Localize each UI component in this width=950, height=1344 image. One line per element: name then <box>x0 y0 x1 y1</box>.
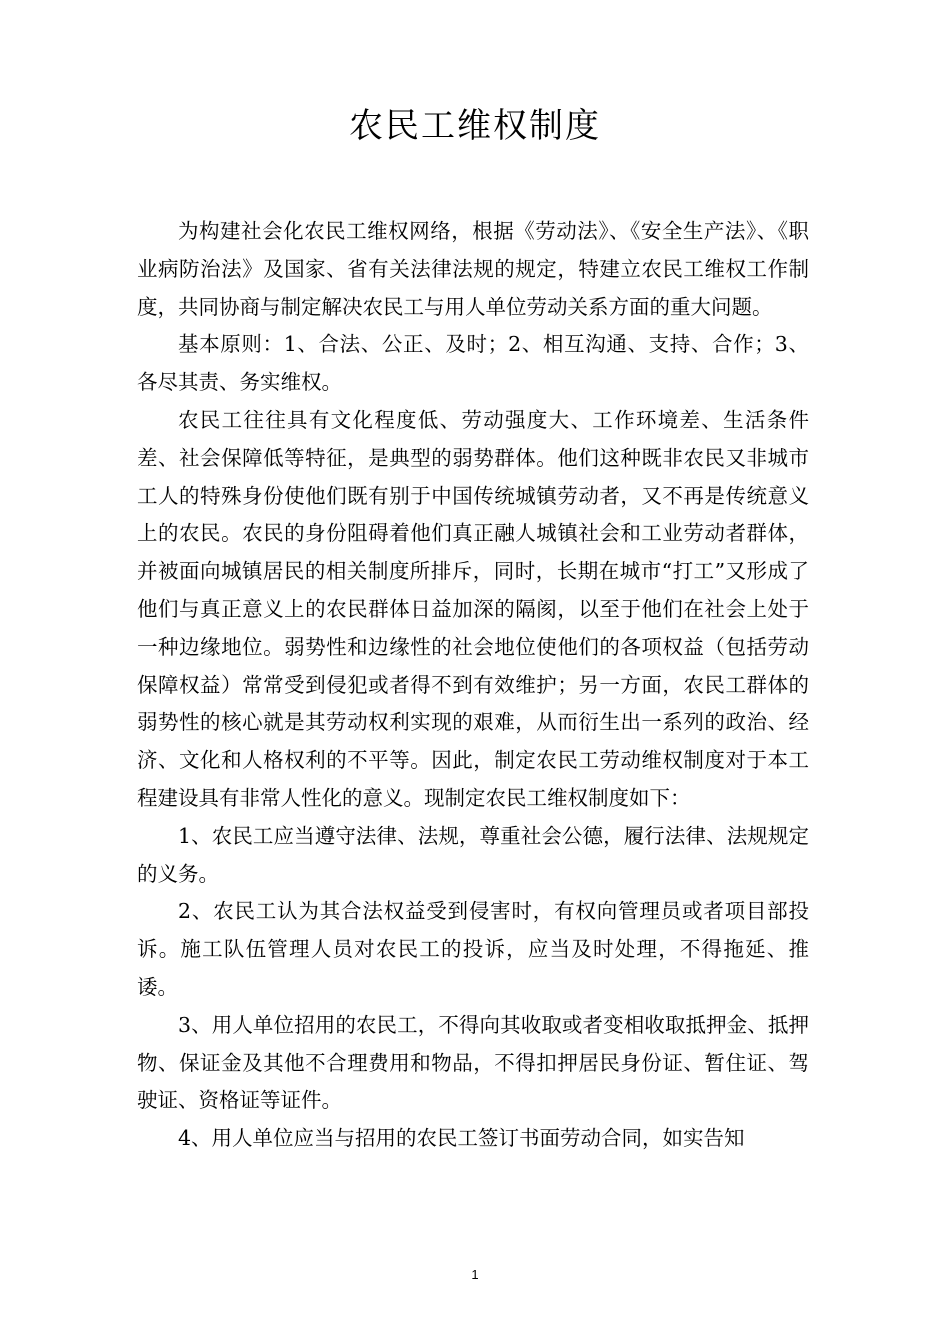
document-title: 农民工维权制度 <box>349 106 601 146</box>
page-number: 1 <box>471 1267 479 1282</box>
paragraph-intro: 为构建社会化农民工维权网络，根据《劳动法》、《安全生产法》、《职业病防治法》及国家、省有关法律法规的规定，特建立农民工维权工作制度，共同协商与制定解决农民工与用人单位劳动关系方面的重大问题。 <box>137 219 809 319</box>
paragraph-item-1: 1、农民工应当遵守法律、法规，尊重社会公德，履行法律、法规规定的义务。 <box>137 823 809 886</box>
paragraph-item-3: 3、用人单位招用的农民工，不得向其收取或者变相收取抵押金、抵押物、保证金及其他不合理费用和物品，不得扣押居民身份证、暂住证、驾驶证、资格证等证件。 <box>137 1012 809 1113</box>
paragraph-item-2: 2、农民工认为其合法权益受到侵害时，有权向管理员或者项目部投诉。施工队伍管理人员对农民工的投诉，应当及时处理，不得拖延、推诿。 <box>137 899 809 999</box>
paragraph-principles: 基本原则：1、合法、公正、及时；2、相互沟通、支持、合作；3、各尽其责、务实维权。 <box>137 332 809 395</box>
paragraph-item-4: 4、用人单位应当与招用的农民工签订书面劳动合同，如实告知 <box>178 1126 745 1151</box>
paragraph-background: 农民工往往具有文化程度低、劳动强度大、工作环境差、生活条件差、社会保障低等特征，是典型的弱势群体。他们这种既非农民又非城市工人的特殊身份使他们既有别于中国传统城镇劳动者，又不再是传统意义上的农民。农民的身份阻碍着他们真正融人城镇社会和工业劳动者群体，并被面向城镇居民的相关制度所排斥，同时，长期在城市“打工”又形成了他们与真正意义上的农民群体日益加深的隔阂，以至于他们在社会上处于一种边缘地位。弱势性和边缘性的社会地位使他们的各项权益（包括劳动保障权益）常常受到侵犯或者得不到有效维护；另一方面，农民工群体的弱势性的核心就是其劳动权利实现的艰难，从而衍生出一系列的政治、经济、文化和人格权利的不平等。因此，制定农民工劳动维权制度对于本工程建设具有非常人性化的意义。现制定农民工维权制度如下： <box>137 407 809 810</box>
document-body <box>137 213 809 1158</box>
